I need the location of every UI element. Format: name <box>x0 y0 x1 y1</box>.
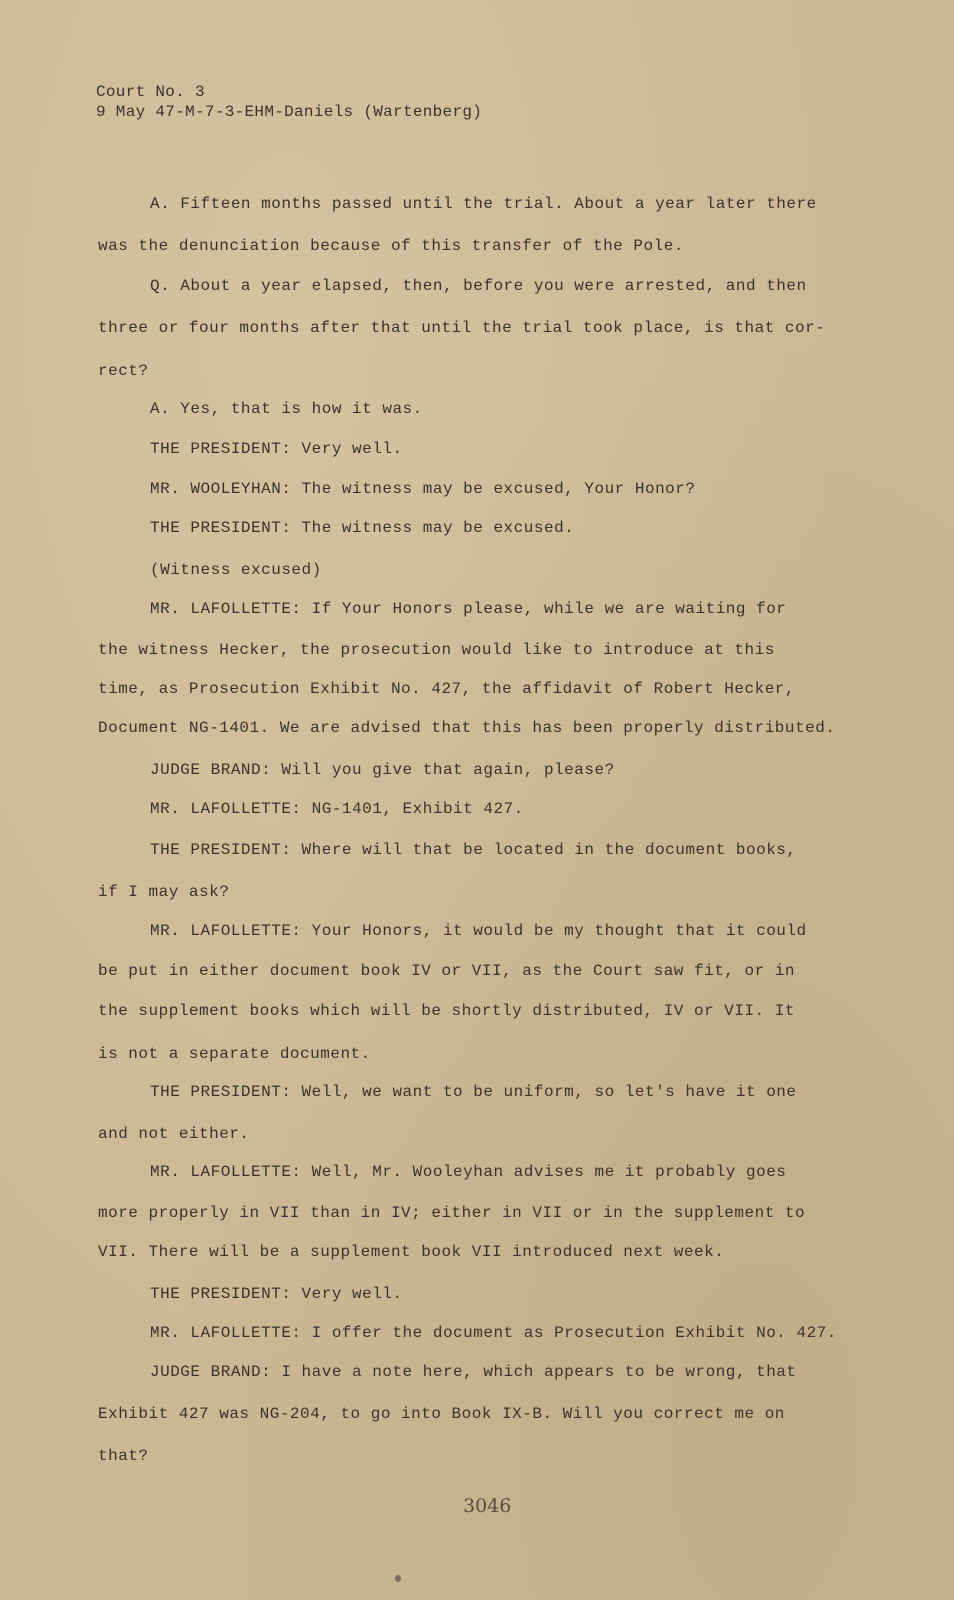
transcript-line: VII. There will be a supplement book VII introduced next week. <box>98 1243 725 1261</box>
transcript-line: THE PRESIDENT: Where will that be located in the document books, <box>150 841 797 859</box>
transcript-line: be put in either document book IV or VII, as the Court saw fit, or in <box>98 962 796 980</box>
transcript-line: THE PRESIDENT: Very well. <box>150 440 403 458</box>
transcript-line: (Witness excused) <box>150 561 322 579</box>
transcript-line: three or four months after that until the trial took place, is that cor- <box>98 319 826 337</box>
transcript-line: MR. WOOLEYHAN: The witness may be excused, Your Honor? <box>150 480 696 498</box>
transcript-line: rect? <box>98 362 149 380</box>
court-number: Court No. 3 <box>96 83 205 101</box>
transcript-line: more properly in VII than in IV; either in VII or in the supplement to <box>98 1204 806 1222</box>
transcript-line: that? <box>98 1447 149 1465</box>
transcript-line: JUDGE BRAND: I have a note here, which appears to be wrong, that <box>150 1363 797 1381</box>
transcript-line: JUDGE BRAND: Will you give that again, please? <box>150 761 615 779</box>
transcript-line: is not a separate document. <box>98 1045 371 1063</box>
transcript-line: A. Yes, that is how it was. <box>150 400 423 418</box>
transcript-line: was the denunciation because of this transfer of the Pole. <box>98 237 684 255</box>
transcript-line: MR. LAFOLLETTE: If Your Honors please, while we are waiting for <box>150 600 787 618</box>
transcript-line: MR. LAFOLLETTE: Your Honors, it would be my thought that it could <box>150 922 807 940</box>
transcript-line: Q. About a year elapsed, then, before you were arrested, and then <box>150 277 807 295</box>
transcript-line: MR. LAFOLLETTE: I offer the document as Prosecution Exhibit No. 427. <box>150 1324 837 1342</box>
transcript-line: if I may ask? <box>98 883 230 901</box>
transcript-line: THE PRESIDENT: Very well. <box>150 1285 403 1303</box>
transcript-line: MR. LAFOLLETTE: NG-1401, Exhibit 427. <box>150 800 524 818</box>
transcript-line: Exhibit 427 was NG-204, to go into Book IX-B. Will you correct me on <box>98 1405 785 1423</box>
page-header <box>96 82 482 122</box>
transcript-line: the witness Hecker, the prosecution would like to introduce at this <box>98 641 775 659</box>
transcript-line: THE PRESIDENT: Well, we want to be uniform, so let's have it one <box>150 1083 797 1101</box>
transcript-line: MR. LAFOLLETTE: Well, Mr. Wooleyhan advises me it probably goes <box>150 1163 787 1181</box>
transcript-line: A. Fifteen months passed until the trial. About a year later there <box>150 195 817 213</box>
page-number: 3046 <box>463 1495 512 1517</box>
transcript-line: Document NG-1401. We are advised that this has been properly distributed. <box>98 719 836 737</box>
transcript-line: time, as Prosecution Exhibit No. 427, the affidavit of Robert Hecker, <box>98 680 796 698</box>
transcript-line: and not either. <box>98 1125 250 1143</box>
transcript-line: the supplement books which will be shortly distributed, IV or VII. It <box>98 1002 796 1020</box>
paper-speck <box>395 1575 401 1582</box>
transcript-line: THE PRESIDENT: The witness may be excused. <box>150 519 575 537</box>
session-info: 9 May 47-M-7-3-EHM-Daniels (Wartenberg) <box>96 103 483 121</box>
